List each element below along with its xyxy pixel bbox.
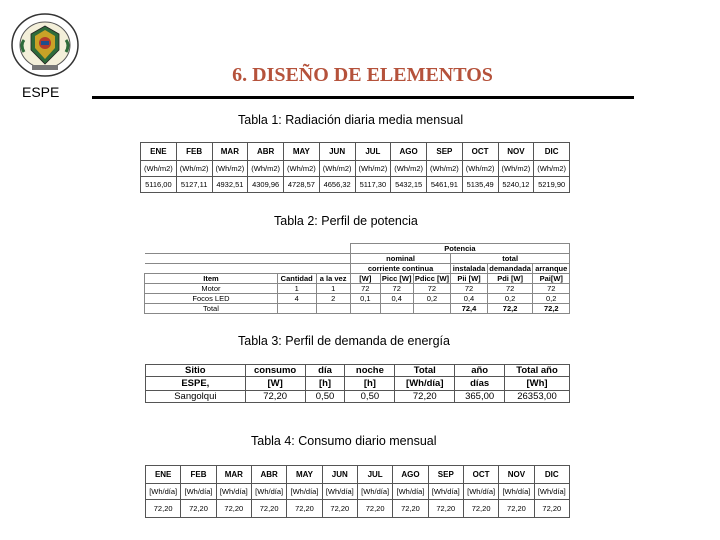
picc-header: Picc [W] [381,274,412,283]
value-cell: 72,20 [428,500,463,518]
value-cell: 5135,49 [462,177,498,193]
pdicc-cell: 0,2 [413,294,451,304]
month-header: MAR [216,466,251,484]
table3-value-row [146,391,570,403]
month-header: JUL [357,466,392,484]
month-header: DIC [534,143,570,161]
table2-header-row-1 [145,244,570,254]
w-cell: 0,1 [350,294,380,304]
col-header: Total [395,365,455,377]
unit-cell: (Wh/m2) [176,161,212,177]
table2-total-row [145,304,570,314]
table4-caption: Tabla 4: Consumo diario mensual [251,434,437,448]
brand-label: ESPE [22,84,60,100]
value-cell: 5219,90 [534,177,570,193]
col-header: consumo [245,365,305,377]
picc-cell: 0,4 [380,294,413,304]
value-cell: 4656,32 [319,177,355,193]
unit-cell: [Wh/día] [463,484,498,500]
value-cell: 0,50 [345,391,395,403]
table2-header-row-2 [145,254,570,264]
month-header: MAR [212,143,248,161]
total-pii: 72,4 [451,304,487,314]
table1-radiation [140,142,570,193]
month-header: JUN [322,466,357,484]
value-cell: 72,20 [534,500,569,518]
alavez-cell: 1 [316,284,350,294]
table3-header-row [146,365,570,377]
pdicc-header: Pdicc [W] [414,274,450,283]
table-row [145,284,570,294]
value-cell: 4932,51 [212,177,248,193]
table4-unit-row [146,484,570,500]
value-cell: 5117,30 [355,177,391,193]
value-cell: 0,50 [305,391,345,403]
w-cell: 72 [350,284,380,294]
month-header: DIC [534,466,569,484]
total-pai: 72,2 [533,304,570,314]
value-cell: 5127,11 [176,177,212,193]
unit-cell: [h] [345,377,395,391]
month-header: AGO [393,466,428,484]
pdi-cell: 0,2 [487,294,533,304]
unit-cell: [Wh/día] [287,484,322,500]
table2-header-row-3 [145,264,570,274]
month-header: SEP [428,466,463,484]
value-cell: 5432,15 [391,177,427,193]
table1-caption: Tabla 1: Radiación diaria media mensual [238,113,464,127]
unit-cell: [Wh/día] [216,484,251,500]
unit-cell: (Wh/m2) [141,161,177,177]
unit-cell: (Wh/m2) [534,161,570,177]
table2-caption: Tabla 2: Perfil de potencia [274,214,418,228]
pii-header: Pii [W] [451,274,487,284]
pai-header: Pai[W] [533,274,570,284]
value-cell: Sangolqui [146,391,246,403]
unit-cell: [Wh/día] [499,484,534,500]
value-cell: 72,20 [146,500,181,518]
nominal-header: nominal [350,254,451,264]
value-cell: 72,20 [181,500,216,518]
title-divider [92,96,634,99]
instalada-header: instalada [452,264,486,273]
month-header: MAY [287,466,322,484]
pai-cell: 72 [533,284,570,294]
value-cell: 5116,00 [141,177,177,193]
unit-cell: (Wh/m2) [391,161,427,177]
item-header: Item [145,274,278,284]
table1-value-row [141,177,570,193]
pii-cell: 0,4 [451,294,487,304]
month-header: ENE [146,466,181,484]
month-header: OCT [462,143,498,161]
month-header: FEB [176,143,212,161]
col-header: día [305,365,345,377]
pai-cell: 0,2 [533,294,570,304]
table3-energy-demand [145,364,570,403]
cantidad-cell: 4 [277,294,316,304]
unit-cell: [Wh/día] [146,484,181,500]
unit-cell: (Wh/m2) [284,161,320,177]
pdi-header: Pdi [W] [487,274,533,284]
table-row [145,294,570,304]
pdi-cell: 72 [487,284,533,294]
unit-cell: [Wh] [505,377,570,391]
table4-daily-consumption [145,465,570,518]
month-header: NOV [498,143,534,161]
university-seal-icon [10,10,80,80]
month-header: MAY [284,143,320,161]
month-header: SEP [427,143,463,161]
col-header: noche [345,365,395,377]
unit-cell: [Wh/día] [357,484,392,500]
value-cell: 5240,12 [498,177,534,193]
table3-unit-row [146,377,570,391]
value-cell: 365,00 [455,391,505,403]
cantidad-cell: 1 [277,284,316,294]
unit-cell: [Wh/día] [534,484,569,500]
table1-unit-row [141,161,570,177]
item-cell: Motor [145,284,278,294]
potencia-header: Potencia [350,244,569,254]
value-cell: 72,20 [395,391,455,403]
unit-cell: (Wh/m2) [319,161,355,177]
month-header: OCT [463,466,498,484]
unit-cell: días [455,377,505,391]
w-header: [W] [350,274,380,284]
unit-cell: [Wh/día] [181,484,216,500]
value-cell: 26353,00 [505,391,570,403]
unit-cell: [Wh/día] [395,377,455,391]
table3-caption: Tabla 3: Perfil de demanda de energía [238,334,450,348]
alavez-header: a la vez [316,274,350,284]
table2-header-row-4 [145,274,570,284]
value-cell: 4309,96 [248,177,284,193]
item-cell: Focos LED [145,294,278,304]
month-header: JUL [355,143,391,161]
picc-cell: 72 [380,284,413,294]
value-cell: 72,20 [499,500,534,518]
month-header: AGO [391,143,427,161]
table4-value-row [146,500,570,518]
total-header: total [451,254,570,264]
total-pdi: 72,2 [487,304,533,314]
month-header: ABR [251,466,286,484]
month-header: JUN [319,143,355,161]
value-cell: 72,20 [251,500,286,518]
value-cell: 4728,57 [284,177,320,193]
pii-cell: 72 [451,284,487,294]
unit-cell: (Wh/m2) [427,161,463,177]
table4-header-row [146,466,570,484]
col-header: Total año [505,365,570,377]
unit-cell: ESPE, [146,377,246,391]
page-title: 6. DISEÑO DE ELEMENTOS [232,64,493,86]
corriente-header: corriente continua [350,264,451,274]
unit-cell: [h] [305,377,345,391]
unit-cell: [W] [245,377,305,391]
table1-header-row [141,143,570,161]
value-cell: 72,20 [393,500,428,518]
unit-cell: (Wh/m2) [212,161,248,177]
unit-cell: (Wh/m2) [462,161,498,177]
value-cell: 5461,91 [427,177,463,193]
cantidad-header: Cantidad [277,274,316,284]
month-header: ABR [248,143,284,161]
month-header: NOV [499,466,534,484]
unit-cell: (Wh/m2) [355,161,391,177]
value-cell: 72,20 [357,500,392,518]
total-label: Total [145,304,278,314]
unit-cell: [Wh/día] [393,484,428,500]
unit-cell: [Wh/día] [322,484,357,500]
value-cell: 72,20 [245,391,305,403]
unit-cell: (Wh/m2) [248,161,284,177]
demandada-header: demandada [487,264,533,274]
month-header: FEB [181,466,216,484]
arranque-header: arranque [533,264,570,274]
month-header: ENE [141,143,177,161]
value-cell: 72,20 [463,500,498,518]
alavez-cell: 2 [316,294,350,304]
col-header: año [455,365,505,377]
value-cell: 72,20 [287,500,322,518]
unit-cell: (Wh/m2) [498,161,534,177]
table2-power-profile [144,243,570,314]
unit-cell: [Wh/día] [428,484,463,500]
pdicc-cell: 72 [413,284,451,294]
value-cell: 72,20 [322,500,357,518]
unit-cell: [Wh/día] [251,484,286,500]
value-cell: 72,20 [216,500,251,518]
col-header: Sitio [146,365,246,377]
